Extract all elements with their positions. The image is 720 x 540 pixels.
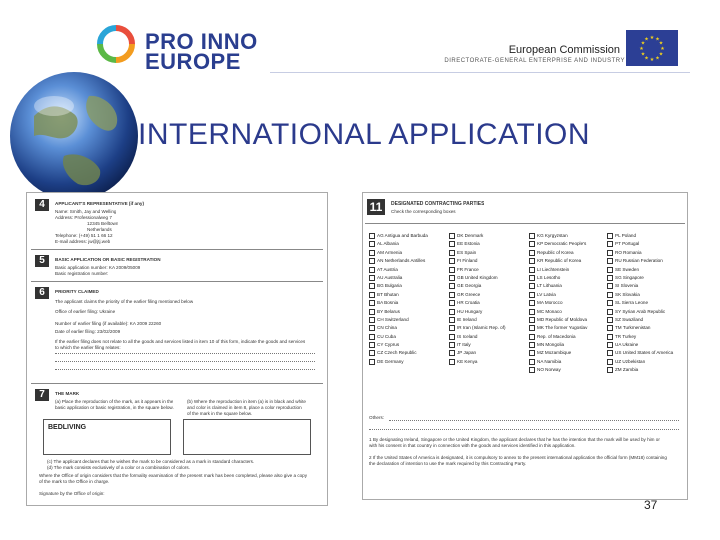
country-label: MK The former Yugoslav: [537, 325, 588, 331]
section-5-line: Basic registration number:: [55, 271, 109, 276]
form-left: [26, 192, 328, 506]
country-column-1: [369, 233, 447, 367]
country-checkbox-row[interactable]: [529, 258, 607, 266]
section-6-line: Office of earlier filing: Ukraine: [55, 309, 116, 314]
country-checkbox-row[interactable]: [607, 317, 685, 325]
country-checkbox-row[interactable]: [607, 350, 685, 358]
country-checkbox-row[interactable]: [369, 309, 447, 317]
note-line: the declaration of intention to use the mark required by this Contracting Party.: [369, 461, 527, 466]
section-7-line: (b) Where the reproduction in item (a) is in black and white: [187, 399, 306, 404]
country-checkbox-row[interactable]: [607, 367, 685, 375]
country-checkbox-row[interactable]: [369, 334, 447, 342]
checkbox-icon[interactable]: [529, 317, 535, 323]
section-5-title: BASIC APPLICATION OR BASIC REGISTRATION: [55, 257, 161, 262]
country-checkbox-row[interactable]: [449, 334, 527, 342]
checkbox-icon[interactable]: [529, 250, 535, 256]
country-label: ES Spain: [457, 250, 477, 255]
section-6-line: The applicant claims the priority of the earlier filing mentioned below: [55, 299, 194, 304]
eu-flag: [626, 30, 678, 66]
country-checkbox-row[interactable]: [449, 267, 527, 275]
others-label: Others:: [369, 415, 385, 420]
country-column-4: [607, 233, 685, 376]
country-checkbox-row[interactable]: [369, 300, 447, 308]
country-checkbox-row[interactable]: [529, 342, 607, 350]
section-7-line: (a) Place the reproduction of the mark, as it appears in the: [55, 399, 174, 404]
section-4-line: Telephone: (+49) 51 1 66 12: [55, 233, 113, 238]
logo-line-1: PRO INNO: [145, 29, 258, 54]
country-label: UA Ukraine: [615, 342, 639, 348]
country-label: IE Ireland: [457, 317, 477, 323]
commission-name: European Commission: [508, 44, 620, 56]
country-checkbox-row[interactable]: [449, 359, 527, 367]
logo-ring-icon: [96, 24, 136, 64]
country-checkbox-row[interactable]: [449, 241, 527, 249]
country-label: NO Norway: [537, 367, 561, 373]
country-label: CH Switzerland: [377, 317, 409, 323]
checkbox-icon[interactable]: [607, 334, 613, 340]
checkbox-icon[interactable]: [449, 317, 455, 323]
logo-line-2: EUROPE: [145, 49, 241, 74]
country-checkbox-row[interactable]: [449, 342, 527, 350]
country-checkbox-row[interactable]: [607, 300, 685, 308]
country-label: UZ Uzbekistan: [615, 359, 646, 365]
country-checkbox-row[interactable]: [529, 359, 607, 367]
section-6-line: Date of earlier filing: 23/02/2009: [55, 329, 121, 334]
checkbox-icon[interactable]: [449, 275, 455, 281]
section-4-line: Netherlands: [87, 227, 112, 232]
checkbox-icon[interactable]: [369, 334, 375, 340]
divider: [31, 383, 323, 384]
country-label: KP Democratic People's: [537, 241, 587, 247]
country-label: LT Lithuania: [537, 283, 562, 289]
country-checkbox-row[interactable]: [529, 292, 607, 300]
country-label: SY Syrian Arab Republic: [615, 308, 666, 314]
country-label: MD Republic of Moldova: [537, 317, 588, 323]
divider: [365, 223, 685, 224]
checkbox-icon[interactable]: [449, 359, 455, 365]
country-label: LS Lesotho: [537, 275, 561, 281]
section-11-title: DESIGNATED CONTRACTING PARTIES: [391, 201, 485, 207]
header-divider: [270, 72, 690, 73]
footer-line: (c) The applicant declares that he wishes the mark to be considered as a mark in standard characters.: [47, 459, 255, 464]
section-5-number: 5: [35, 255, 49, 267]
country-label: AU Australia: [377, 275, 403, 281]
country-checkbox-row[interactable]: [529, 250, 607, 258]
checkbox-icon[interactable]: [369, 309, 375, 315]
checkbox-icon[interactable]: [607, 350, 613, 356]
country-label: AG Antigua and Barbuda: [377, 233, 428, 239]
checkbox-icon[interactable]: [529, 325, 535, 331]
divider: [31, 281, 323, 282]
country-checkbox-row[interactable]: [369, 233, 447, 241]
country-checkbox-row[interactable]: [607, 342, 685, 350]
country-checkbox-row[interactable]: [369, 317, 447, 325]
checkbox-icon[interactable]: [529, 359, 535, 365]
country-checkbox-row[interactable]: [369, 275, 447, 283]
country-label: PT Portugal: [615, 241, 640, 247]
country-checkbox-row[interactable]: [529, 267, 607, 275]
checkbox-icon[interactable]: [449, 334, 455, 340]
checkbox-icon[interactable]: [369, 267, 375, 273]
checkbox-icon[interactable]: [529, 309, 535, 315]
country-label: GB United Kingdom: [457, 275, 498, 281]
country-checkbox-row[interactable]: [529, 325, 607, 333]
country-label: JP Japan: [457, 350, 477, 356]
svg-text:★: ★: [640, 51, 646, 58]
dotted-line: [369, 429, 679, 430]
checkbox-icon[interactable]: [449, 258, 455, 264]
dotted-line: [55, 369, 315, 370]
country-label: SE Sweden: [615, 266, 640, 272]
section-11-subtitle: Check the corresponding boxes: [391, 209, 456, 214]
country-label: RU Russian Federation: [615, 258, 663, 264]
checkbox-icon[interactable]: [529, 342, 535, 348]
section-6-line: Number of earlier filing (if available): KA 2009 22260: [55, 321, 162, 326]
checkbox-icon[interactable]: [449, 342, 455, 348]
checkbox-icon[interactable]: [369, 300, 375, 306]
country-label: AM Armenia: [377, 250, 403, 255]
checkbox-icon[interactable]: [607, 300, 613, 306]
country-checkbox-row[interactable]: [529, 309, 607, 317]
section-6-line: to which the earlier filing relates:: [55, 345, 121, 350]
country-checkbox-row[interactable]: [369, 342, 447, 350]
country-checkbox-row[interactable]: [369, 258, 447, 266]
globe-icon: [4, 66, 144, 206]
mark-box-bw: [43, 419, 171, 455]
country-checkbox-row[interactable]: [369, 359, 447, 367]
country-label: LI Liechtenstein: [537, 266, 570, 272]
section-5-line: Basic application number: KA 2009/05009: [55, 265, 141, 270]
section-6-title: PRIORITY CLAIMED: [55, 289, 99, 294]
country-label: BY Belarus: [377, 308, 400, 314]
checkbox-icon[interactable]: [449, 241, 455, 247]
country-checkbox-row[interactable]: [607, 292, 685, 300]
checkbox-icon[interactable]: [607, 359, 613, 365]
pro-inno-logo: [96, 24, 136, 64]
section-7-line: of the mark in the square below.: [187, 411, 253, 416]
svg-text:★: ★: [639, 46, 644, 52]
checkbox-icon[interactable]: [449, 267, 455, 273]
country-label: Rep. of Macedonia: [537, 333, 576, 339]
divider: [31, 249, 323, 250]
country-checkbox-row[interactable]: [607, 241, 685, 249]
checkbox-icon[interactable]: [369, 250, 375, 256]
checkbox-icon[interactable]: [529, 275, 535, 281]
country-checkbox-row[interactable]: [529, 233, 607, 241]
country-checkbox-row[interactable]: [449, 283, 527, 291]
country-label: SG Singapore: [615, 275, 644, 281]
section-4-number: 4: [35, 199, 49, 211]
checkbox-icon[interactable]: [607, 267, 613, 273]
commission-block: [470, 44, 620, 56]
country-label: TM Turkmenistan: [615, 325, 651, 331]
country-checkbox-row[interactable]: [449, 258, 527, 266]
country-checkbox-row[interactable]: [529, 350, 607, 358]
country-label: SK Slovakia: [615, 291, 640, 297]
country-label: BG Bulgaria: [377, 283, 402, 289]
note-line: with his consent in that country in connection with the goods and services identified in this application.: [369, 443, 576, 448]
eu-stars-icon: [626, 30, 678, 66]
country-label: PL Poland: [615, 233, 637, 239]
country-label: TR Turkey: [615, 333, 637, 339]
country-label: IT Italy: [457, 342, 471, 348]
checkbox-icon[interactable]: [529, 350, 535, 356]
country-checkbox-row[interactable]: [369, 350, 447, 358]
checkbox-icon[interactable]: [529, 233, 535, 239]
country-label: SI Slovenia: [615, 283, 639, 289]
country-column-2: [449, 233, 527, 367]
svg-text:★: ★: [658, 40, 664, 47]
checkbox-icon[interactable]: [529, 241, 535, 247]
checkbox-icon[interactable]: [369, 275, 375, 281]
country-checkbox-row[interactable]: [449, 275, 527, 283]
checkbox-icon[interactable]: [607, 317, 613, 323]
checkbox-icon[interactable]: [369, 233, 375, 239]
checkbox-icon[interactable]: [449, 292, 455, 298]
country-checkbox-row[interactable]: [529, 275, 607, 283]
checkbox-icon[interactable]: [449, 233, 455, 239]
country-checkbox-row[interactable]: [449, 350, 527, 358]
country-label: AT Austria: [377, 266, 398, 272]
country-checkbox-row[interactable]: [607, 250, 685, 258]
slide-title: INTERNATIONAL APPLICATION: [138, 118, 591, 151]
country-label: HU Hungary: [457, 308, 483, 314]
section-6-line: If the earlier filing does not relate to all the goods and services listed in item 10 of this form, indicate the goods and services: [55, 339, 306, 344]
svg-text:★: ★: [658, 51, 664, 58]
checkbox-icon[interactable]: [607, 325, 613, 331]
checkbox-icon[interactable]: [449, 250, 455, 256]
country-checkbox-row[interactable]: [369, 325, 447, 333]
country-checkbox-row[interactable]: [369, 241, 447, 249]
section-4-line: Address: Professionalweg 7: [55, 215, 112, 220]
checkbox-icon[interactable]: [529, 267, 535, 273]
country-label: BT Bhutan: [377, 291, 399, 297]
checkbox-icon[interactable]: [529, 283, 535, 289]
section-4-line: E-mail address: jw@jtj.web: [55, 239, 111, 244]
country-label: AN Netherlands Antilles: [377, 258, 426, 264]
country-checkbox-row[interactable]: [449, 250, 527, 258]
section-4-line: Name: Smith, Jay and Welling: [55, 209, 117, 214]
footer-line: Where the Office of origin considers that the formality examination of the present mark has been completed, please also give a copy: [39, 473, 308, 478]
country-label: FR France: [457, 266, 479, 272]
checkbox-icon[interactable]: [607, 342, 613, 348]
country-label: EE Estonia: [457, 241, 480, 247]
checkbox-icon[interactable]: [529, 367, 535, 373]
checkbox-icon[interactable]: [369, 283, 375, 289]
country-label: CY Cyprus: [377, 342, 400, 348]
section-7-line: basic application or basic registration, in the square below.: [55, 405, 174, 410]
country-checkbox-row[interactable]: [449, 233, 527, 241]
country-label: CZ Czech Republic: [377, 350, 417, 356]
country-label: FI Finland: [457, 258, 478, 264]
country-label: ZM Zambia: [615, 367, 639, 373]
country-checkbox-row[interactable]: [449, 300, 527, 308]
footer-line: (d) The mark consists exclusively of a color or a combination of colors.: [47, 465, 190, 470]
checkbox-icon[interactable]: [369, 258, 375, 264]
country-label: IR Iran (Islamic Rep. of): [457, 325, 506, 331]
svg-text:★: ★: [644, 36, 649, 43]
checkbox-icon[interactable]: [449, 300, 455, 306]
country-label: RO Romania: [615, 250, 642, 255]
footer-line: of the mark to the Office in charge.: [39, 479, 110, 484]
checkbox-icon[interactable]: [607, 258, 613, 264]
country-label: MA Morocco: [537, 300, 563, 306]
section-7-title: THE MARK: [55, 391, 80, 396]
checkbox-icon[interactable]: [449, 325, 455, 331]
checkbox-icon[interactable]: [369, 359, 375, 365]
globe-image: [4, 66, 144, 206]
country-label: LV Latvia: [537, 291, 556, 297]
svg-text:★: ★: [649, 35, 655, 41]
country-checkbox-row[interactable]: [369, 283, 447, 291]
checkbox-icon[interactable]: [369, 325, 375, 331]
country-checkbox-row[interactable]: [449, 325, 527, 333]
checkbox-icon[interactable]: [607, 233, 613, 239]
country-checkbox-row[interactable]: [449, 317, 527, 325]
svg-text:★: ★: [649, 57, 655, 63]
checkbox-icon[interactable]: [449, 350, 455, 356]
section-4-line: 12345 Belltown: [87, 221, 119, 226]
note-line: 1 By designating Ireland, Singapore or the United Kingdom, the applicant declares that he has the intention that the mark will be used by him or: [369, 437, 660, 442]
country-label: MZ Mozambique: [537, 350, 572, 356]
country-label: MN Mongolia: [537, 342, 565, 348]
checkbox-icon[interactable]: [369, 350, 375, 356]
svg-text:★: ★: [644, 55, 649, 62]
country-label: NA Namibia: [537, 359, 562, 365]
country-checkbox-row[interactable]: [529, 367, 607, 375]
checkbox-icon[interactable]: [607, 241, 613, 247]
checkbox-icon[interactable]: [529, 300, 535, 306]
country-checkbox-row[interactable]: [449, 292, 527, 300]
country-checkbox-row[interactable]: [607, 233, 685, 241]
country-checkbox-row[interactable]: [369, 292, 447, 300]
mark-box-color: [183, 419, 311, 455]
checkbox-icon[interactable]: [369, 292, 375, 298]
checkbox-icon[interactable]: [449, 283, 455, 289]
country-label: CN China: [377, 325, 397, 331]
country-label: DE Germany: [377, 359, 404, 365]
country-checkbox-row[interactable]: [529, 283, 607, 291]
country-label: US United States of America: [615, 350, 674, 356]
svg-text:★: ★: [640, 40, 646, 47]
country-checkbox-row[interactable]: [369, 250, 447, 258]
country-checkbox-row[interactable]: [529, 241, 607, 249]
country-label: AL Albania: [377, 241, 399, 247]
country-checkbox-row[interactable]: [607, 275, 685, 283]
dotted-line: [389, 420, 679, 421]
checkbox-icon[interactable]: [607, 367, 613, 373]
form-right: [362, 192, 688, 500]
country-checkbox-row[interactable]: [607, 309, 685, 317]
section-7-number: 7: [35, 389, 49, 401]
logo-text: [145, 29, 258, 74]
checkbox-icon[interactable]: [529, 334, 535, 340]
section-4-title: APPLICANT'S REPRESENTATIVE (if any): [55, 201, 144, 206]
mark-text: BEDLIVING: [48, 424, 87, 431]
country-checkbox-row[interactable]: [607, 258, 685, 266]
svg-text:★: ★: [655, 36, 660, 43]
country-checkbox-row[interactable]: [607, 325, 685, 333]
country-label: KG Kyrgyzstan: [537, 233, 568, 239]
checkbox-icon[interactable]: [449, 309, 455, 315]
commission-sub: DIRECTORATE-GENERAL ENTERPRISE AND INDUSTRY: [444, 58, 625, 64]
section-6-number: 6: [35, 287, 49, 299]
country-label: IS Iceland: [457, 333, 478, 339]
country-checkbox-row[interactable]: [529, 317, 607, 325]
country-checkbox-row[interactable]: [607, 359, 685, 367]
country-label: KE Kenya: [457, 359, 478, 365]
country-checkbox-row[interactable]: [369, 267, 447, 275]
checkbox-icon[interactable]: [529, 292, 535, 298]
dotted-line: [55, 353, 315, 354]
section-11-number: 11: [367, 199, 385, 215]
checkbox-icon[interactable]: [607, 250, 613, 256]
country-label: SL Sierra Leone: [615, 300, 649, 306]
country-label: Republic of Korea: [537, 250, 574, 255]
checkbox-icon[interactable]: [607, 275, 613, 281]
dotted-line: [55, 361, 315, 362]
svg-text:★: ★: [660, 46, 665, 52]
country-label: BA Bosnia: [377, 300, 399, 306]
country-checkbox-row[interactable]: [607, 283, 685, 291]
country-label: GE Georgia: [457, 283, 482, 289]
country-label: CU Cuba: [377, 333, 396, 339]
svg-text:★: ★: [655, 55, 660, 62]
checkbox-icon[interactable]: [369, 241, 375, 247]
footer-line: Signature by the Office of origin:: [39, 491, 105, 496]
checkbox-icon[interactable]: [607, 309, 613, 315]
country-checkbox-row[interactable]: [607, 334, 685, 342]
checkbox-icon[interactable]: [369, 342, 375, 348]
checkbox-icon[interactable]: [529, 258, 535, 264]
country-checkbox-row[interactable]: [529, 334, 607, 342]
country-label: GR Greece: [457, 291, 481, 297]
country-label: HR Croatia: [457, 300, 480, 306]
country-checkbox-row[interactable]: [607, 267, 685, 275]
country-label: KR Republic of Korea: [537, 258, 582, 264]
checkbox-icon[interactable]: [607, 292, 613, 298]
section-7-line: and color is claimed in item 8, place a color reproduction: [187, 405, 302, 410]
note-line: 2 If the United States of America is designated, it is compulsory to annex to the present international application the official form (MM18) containing: [369, 455, 667, 460]
country-label: SZ Swaziland: [615, 317, 644, 323]
country-checkbox-row[interactable]: [529, 300, 607, 308]
checkbox-icon[interactable]: [607, 283, 613, 289]
page-number: 37: [644, 498, 658, 512]
country-label: MC Monaco: [537, 308, 562, 314]
country-label: DK Denmark: [457, 233, 484, 239]
checkbox-icon[interactable]: [369, 317, 375, 323]
country-column-3: [529, 233, 607, 376]
country-checkbox-row[interactable]: [449, 309, 527, 317]
